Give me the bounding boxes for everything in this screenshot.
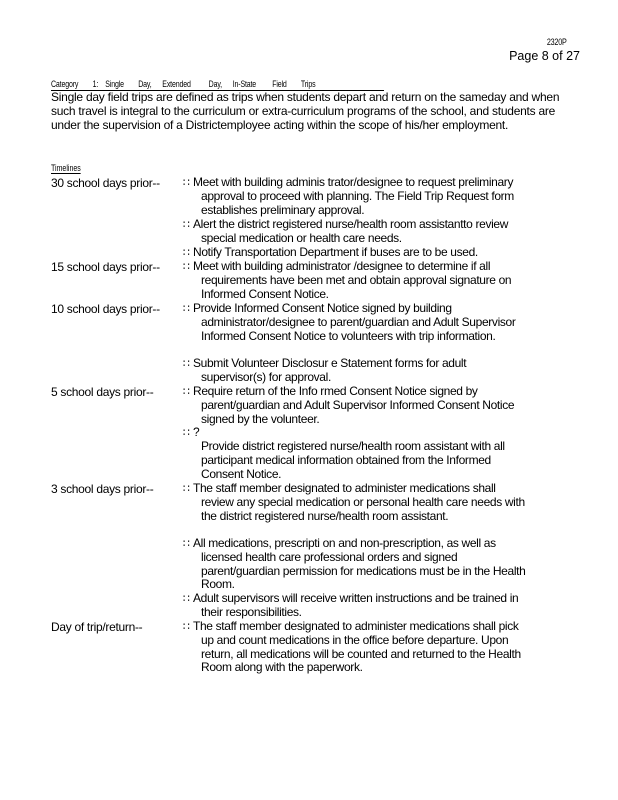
timeline-label: 15 school days prior-- [51, 260, 160, 274]
timeline-label: 5 school days prior-- [51, 385, 154, 399]
timeline-item-text: Adult supervisors will receive written instructions and be trained in their responsibilities. [193, 591, 519, 619]
bullet-icon: ∷ [183, 246, 190, 259]
timeline-label: 10 school days prior-- [51, 302, 160, 316]
timeline-label: Day of trip/return-- [51, 620, 143, 634]
timeline-item [183, 302, 528, 343]
timeline-item-text: Provide district registered nurse/health room assistant with all participant medical information obtained from the Informed Consent Notice. [201, 439, 505, 481]
timeline-item [183, 592, 528, 620]
timeline-item [183, 176, 528, 217]
timelines-heading: Timelines [51, 163, 81, 173]
bullet-icon: ∷ [183, 357, 190, 370]
timeline-item-text: Meet with building adminis trator/designee to request preliminary approval to proceed with planning. The Field Trip Request form establishes preliminary approval. [193, 175, 514, 217]
timeline-item [183, 537, 528, 592]
timeline-item [183, 218, 528, 246]
category-heading: Category 1: Single Day, Extended Day, In-State Field Trips [51, 79, 316, 89]
timeline-item-text: Provide Informed Consent Notice signed by building administrator/designee to parent/guardian and Adult Supervisor Informed Consent Notice to volunteers with trip information. [193, 301, 516, 343]
timeline-item-text: Alert the district registered nurse/health room assistantto review special medication or health care needs. [193, 217, 509, 245]
timeline-item-text: The staff member designated to administer medications shall pick up and count medications in the office before departure. Upon return, all medications will be counted and returned to the Health Room along with the paperwork. [193, 619, 521, 675]
bullet-icon: ∷ [183, 385, 190, 398]
timeline-item-text: Meet with building administrator /designee to determine if all requirements have been met and obtain approval signature on Informed Consent Notice. [193, 259, 512, 301]
bullet-icon: ∷ [183, 302, 190, 315]
page-number: Page 8 of 27 [509, 49, 580, 63]
bullet-icon: ∷ [183, 620, 190, 633]
timeline-item-text: Require return of the Info rmed Consent Notice signed by parent/guardian and Adult Supervisor Informed Consent Notice signed by the volunteer. [193, 384, 515, 426]
timeline-item [183, 426, 528, 440]
timeline-item [183, 440, 528, 481]
timeline-item-text: ? [193, 425, 200, 439]
timeline-item-text: All medications, prescripti on and non-prescription, as well as licensed health care professional orders and signed parent/guardian permission for medications must be in the Health Room. [193, 536, 526, 592]
timeline-item-text: Notify Transportation Department if buses are to be used. [193, 245, 478, 259]
bullet-icon: ∷ [183, 218, 190, 231]
bullet-icon: ∷ [183, 482, 190, 495]
timeline-item-text: The staff member designated to administer medications shall review any special medication or personal health care needs with the district registered nurse/health room assistant. [193, 481, 525, 523]
document-code: 2320P [547, 37, 567, 47]
bullet-icon: ∷ [183, 537, 190, 550]
intro-paragraph: Single day field trips are defined as trips when students depart and return on the sameday and when such travel is integral to the curriculum or extra-curriculum programs of the school, and students are under the supervision of a Districtemployee acting within the scope of his/her employment. [51, 90, 560, 132]
timeline-label: 3 school days prior-- [51, 482, 154, 496]
timeline-label: 30 school days prior-- [51, 176, 160, 190]
timeline-item [183, 246, 528, 260]
timeline-item-text: Submit Volunteer Disclosur e Statement forms for adult supervisor(s) for approval. [193, 356, 467, 384]
bullet-icon: ∷ [183, 260, 190, 273]
bullet-icon: ∷ [183, 426, 190, 439]
timeline-item [183, 260, 528, 301]
timeline-item [183, 620, 528, 675]
timeline-item [183, 482, 528, 523]
timeline-item [183, 357, 528, 385]
bullet-icon: ∷ [183, 176, 190, 189]
bullet-icon: ∷ [183, 592, 190, 605]
timeline-item [183, 385, 528, 426]
